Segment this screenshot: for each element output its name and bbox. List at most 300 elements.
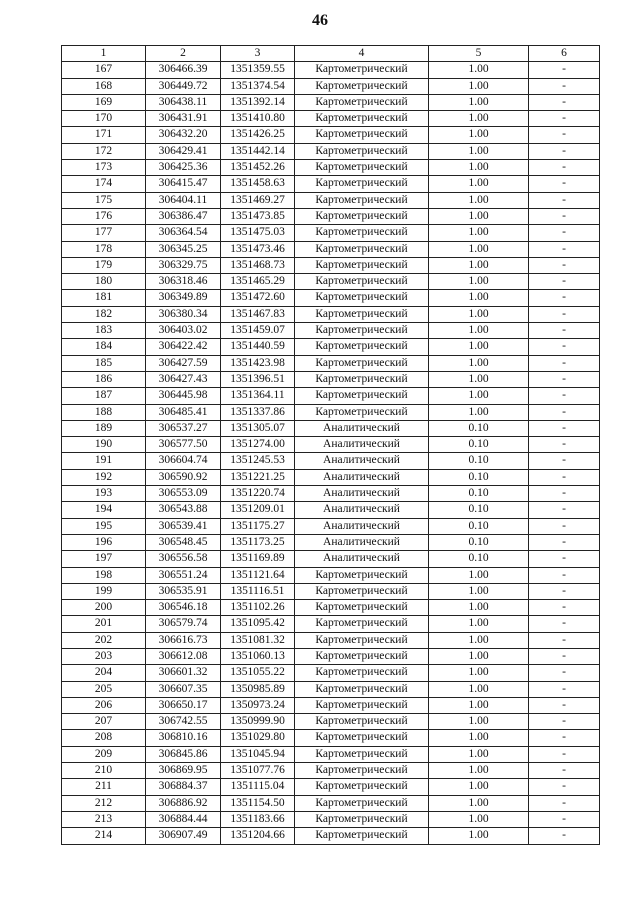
table-cell: 172 [62, 143, 146, 159]
table-row [62, 127, 600, 143]
table-row [62, 176, 600, 192]
header-cell: 6 [529, 46, 600, 62]
table-row [62, 486, 600, 502]
table-cell: - [529, 323, 600, 339]
table-cell: 1.00 [429, 388, 529, 404]
table-cell: 208 [62, 730, 146, 746]
table-cell: 306579.74 [146, 616, 221, 632]
table-cell: 1351221.25 [221, 469, 295, 485]
table-cell: Картометрический [295, 665, 429, 681]
table-cell: 306577.50 [146, 437, 221, 453]
table-cell: Картометрический [295, 78, 429, 94]
table-cell: Аналитический [295, 534, 429, 550]
table-cell: 1351305.07 [221, 420, 295, 436]
table-cell: 306386.47 [146, 208, 221, 224]
table-row [62, 225, 600, 241]
table-cell: 1351396.51 [221, 371, 295, 387]
table-cell: 306556.58 [146, 551, 221, 567]
table-cell: 1351465.29 [221, 274, 295, 290]
table-row [62, 371, 600, 387]
table-cell: 306884.37 [146, 779, 221, 795]
table-cell: 306869.95 [146, 763, 221, 779]
table-cell: 306551.24 [146, 567, 221, 583]
table-cell: 178 [62, 241, 146, 257]
table-body [62, 62, 600, 844]
table-cell: 306422.42 [146, 339, 221, 355]
table-row [62, 274, 600, 290]
table-cell: 175 [62, 192, 146, 208]
table-row [62, 241, 600, 257]
table-cell: 0.10 [429, 502, 529, 518]
table-cell: 306427.59 [146, 355, 221, 371]
table-cell: 1.00 [429, 290, 529, 306]
table-cell: 306485.41 [146, 404, 221, 420]
table-cell: - [529, 111, 600, 127]
table-cell: Картометрический [295, 811, 429, 827]
table-cell: Картометрический [295, 62, 429, 78]
table-cell: 207 [62, 714, 146, 730]
table-cell: 1.00 [429, 78, 529, 94]
table-cell: 1351364.11 [221, 388, 295, 404]
table-cell: 1351458.63 [221, 176, 295, 192]
table-cell: 306650.17 [146, 697, 221, 713]
table-cell: Картометрический [295, 583, 429, 599]
coordinates-table [61, 45, 600, 845]
table-header-row [62, 46, 600, 62]
table-cell: - [529, 665, 600, 681]
table-cell: 1351116.51 [221, 583, 295, 599]
table-cell: 306445.98 [146, 388, 221, 404]
table-row [62, 779, 600, 795]
table-cell: - [529, 616, 600, 632]
table-cell: 0.10 [429, 453, 529, 469]
table-row [62, 94, 600, 110]
table-cell: 1351475.03 [221, 225, 295, 241]
table-cell: 1351467.83 [221, 306, 295, 322]
table-cell: - [529, 453, 600, 469]
table-row [62, 404, 600, 420]
table-cell: 306404.11 [146, 192, 221, 208]
table-cell: 169 [62, 94, 146, 110]
table-cell: 306539.41 [146, 518, 221, 534]
table-cell: Картометрический [295, 241, 429, 257]
table-cell: - [529, 62, 600, 78]
table-row [62, 567, 600, 583]
table-cell: 1.00 [429, 567, 529, 583]
table-cell: 174 [62, 176, 146, 192]
table-cell: - [529, 306, 600, 322]
table-row [62, 111, 600, 127]
table-cell: 205 [62, 681, 146, 697]
table-cell: 184 [62, 339, 146, 355]
table-row [62, 730, 600, 746]
table-cell: - [529, 339, 600, 355]
table-cell: 200 [62, 600, 146, 616]
table-cell: 196 [62, 534, 146, 550]
table-cell: - [529, 176, 600, 192]
table-cell: 306449.72 [146, 78, 221, 94]
table-cell: 1351115.04 [221, 779, 295, 795]
table-cell: Картометрический [295, 257, 429, 273]
table-cell: 1351459.07 [221, 323, 295, 339]
table-row [62, 355, 600, 371]
table-cell: 171 [62, 127, 146, 143]
table-cell: Картометрический [295, 274, 429, 290]
table-cell: - [529, 78, 600, 94]
table-cell: - [529, 404, 600, 420]
table-cell: 1.00 [429, 143, 529, 159]
table-row [62, 143, 600, 159]
table-cell: 1351473.46 [221, 241, 295, 257]
table-cell: 1351095.42 [221, 616, 295, 632]
table-cell: 1351423.98 [221, 355, 295, 371]
table-cell: Аналитический [295, 518, 429, 534]
table-row [62, 290, 600, 306]
table-cell: 197 [62, 551, 146, 567]
table-cell: 0.10 [429, 534, 529, 550]
table-cell: 173 [62, 160, 146, 176]
table-cell: 1351469.27 [221, 192, 295, 208]
table-cell: 306345.25 [146, 241, 221, 257]
table-cell: 306612.08 [146, 648, 221, 664]
table-cell: 1350999.90 [221, 714, 295, 730]
table-cell: 1351410.80 [221, 111, 295, 127]
table-row [62, 257, 600, 273]
table-cell: 306884.44 [146, 811, 221, 827]
table-cell: - [529, 746, 600, 762]
table-cell: 1351392.14 [221, 94, 295, 110]
table-cell: 1.00 [429, 192, 529, 208]
table-cell: - [529, 632, 600, 648]
table-cell: 201 [62, 616, 146, 632]
table-cell: 1.00 [429, 62, 529, 78]
page-number: 46 [312, 12, 328, 29]
table-cell: - [529, 469, 600, 485]
table-cell: 1.00 [429, 127, 529, 143]
table-cell: Картометрический [295, 779, 429, 795]
table-cell: 1.00 [429, 371, 529, 387]
table-cell: 1351081.32 [221, 632, 295, 648]
table-cell: 1.00 [429, 323, 529, 339]
table-cell: 306537.27 [146, 420, 221, 436]
table-cell: 306535.91 [146, 583, 221, 599]
table-cell: Картометрический [295, 600, 429, 616]
table-cell: 188 [62, 404, 146, 420]
table-cell: 1351121.64 [221, 567, 295, 583]
table-cell: - [529, 257, 600, 273]
table-cell: 306466.39 [146, 62, 221, 78]
table-cell: 1.00 [429, 681, 529, 697]
table-cell: 1.00 [429, 665, 529, 681]
table-cell: 306380.34 [146, 306, 221, 322]
table-cell: 1.00 [429, 208, 529, 224]
table-row [62, 583, 600, 599]
table-cell: 1.00 [429, 811, 529, 827]
table-cell: 167 [62, 62, 146, 78]
table-cell: 1.00 [429, 730, 529, 746]
table-cell: 1351440.59 [221, 339, 295, 355]
table-cell: - [529, 208, 600, 224]
table-row [62, 160, 600, 176]
table-row [62, 632, 600, 648]
table-cell: 1351029.80 [221, 730, 295, 746]
table-cell: Картометрический [295, 371, 429, 387]
table-cell: 191 [62, 453, 146, 469]
table-row [62, 648, 600, 664]
table-cell: 1.00 [429, 160, 529, 176]
table-cell: - [529, 127, 600, 143]
table-cell: 1.00 [429, 176, 529, 192]
table-cell: Картометрический [295, 127, 429, 143]
table-cell: 306403.02 [146, 323, 221, 339]
table-cell: Картометрический [295, 306, 429, 322]
table-cell: 182 [62, 306, 146, 322]
table-row [62, 828, 600, 844]
header-cell: 2 [146, 46, 221, 62]
table-row [62, 420, 600, 436]
table-cell: - [529, 681, 600, 697]
table-cell: 186 [62, 371, 146, 387]
table-cell: - [529, 714, 600, 730]
table-cell: - [529, 518, 600, 534]
table-cell: 1351060.13 [221, 648, 295, 664]
table-cell: 1351442.14 [221, 143, 295, 159]
table-row [62, 192, 600, 208]
table-row [62, 78, 600, 94]
table-cell: - [529, 779, 600, 795]
table-cell: 1.00 [429, 225, 529, 241]
table-cell: Картометрический [295, 323, 429, 339]
table-cell: 1351045.94 [221, 746, 295, 762]
table-cell: 206 [62, 697, 146, 713]
table-cell: Картометрический [295, 192, 429, 208]
table-cell: 198 [62, 567, 146, 583]
table-cell: 0.10 [429, 518, 529, 534]
table-cell: 176 [62, 208, 146, 224]
table-cell: Картометрический [295, 714, 429, 730]
table-row [62, 518, 600, 534]
table-cell: Картометрический [295, 388, 429, 404]
table-cell: 1350973.24 [221, 697, 295, 713]
table-cell: - [529, 730, 600, 746]
table-cell: - [529, 811, 600, 827]
table-cell: Аналитический [295, 502, 429, 518]
table-cell: - [529, 371, 600, 387]
table-cell: 306415.47 [146, 176, 221, 192]
table-cell: Картометрический [295, 828, 429, 844]
table-cell: 1351204.66 [221, 828, 295, 844]
table-cell: 306548.45 [146, 534, 221, 550]
table-cell: 214 [62, 828, 146, 844]
table-cell: 1351220.74 [221, 486, 295, 502]
table-row [62, 665, 600, 681]
table-cell: 177 [62, 225, 146, 241]
table-cell: 1351274.00 [221, 437, 295, 453]
table-cell: - [529, 648, 600, 664]
table-cell: 306604.74 [146, 453, 221, 469]
table-cell: 306601.32 [146, 665, 221, 681]
table-cell: 306329.75 [146, 257, 221, 273]
table-cell: 1351183.66 [221, 811, 295, 827]
table-cell: 1351169.89 [221, 551, 295, 567]
table-cell: Картометрический [295, 632, 429, 648]
table-cell: Картометрический [295, 404, 429, 420]
table-row [62, 62, 600, 78]
table-row [62, 763, 600, 779]
table-cell: 1.00 [429, 763, 529, 779]
table-cell: 180 [62, 274, 146, 290]
table-cell: 1.00 [429, 714, 529, 730]
table-row [62, 600, 600, 616]
table-row [62, 811, 600, 827]
table-row [62, 388, 600, 404]
table-cell: 0.10 [429, 420, 529, 436]
table-cell: - [529, 388, 600, 404]
table-cell: 1351452.26 [221, 160, 295, 176]
table-cell: 1.00 [429, 795, 529, 811]
table-cell: 203 [62, 648, 146, 664]
table-cell: Картометрический [295, 697, 429, 713]
table-cell: Картометрический [295, 290, 429, 306]
table-cell: 1351374.54 [221, 78, 295, 94]
table-cell: Аналитический [295, 551, 429, 567]
table-cell: 1.00 [429, 111, 529, 127]
table-cell: 181 [62, 290, 146, 306]
table-cell: Картометрический [295, 143, 429, 159]
header-cell: 5 [429, 46, 529, 62]
table-cell: Аналитический [295, 453, 429, 469]
table-cell: 199 [62, 583, 146, 599]
table-cell: 1351102.26 [221, 600, 295, 616]
header-cell: 3 [221, 46, 295, 62]
table-cell: Картометрический [295, 763, 429, 779]
table-cell: 210 [62, 763, 146, 779]
table-cell: 183 [62, 323, 146, 339]
table-cell: 187 [62, 388, 146, 404]
table-row [62, 502, 600, 518]
table-cell: 204 [62, 665, 146, 681]
table-row [62, 551, 600, 567]
table-cell: - [529, 534, 600, 550]
table-cell: Картометрический [295, 225, 429, 241]
table-row [62, 534, 600, 550]
table-cell: Аналитический [295, 437, 429, 453]
table-cell: 1351472.60 [221, 290, 295, 306]
table-cell: - [529, 290, 600, 306]
table-cell: 1351077.76 [221, 763, 295, 779]
table-cell: 1.00 [429, 583, 529, 599]
table-row [62, 208, 600, 224]
table-cell: 1.00 [429, 779, 529, 795]
table-cell: 1.00 [429, 746, 529, 762]
table-cell: 1351209.01 [221, 502, 295, 518]
table-cell: 1.00 [429, 648, 529, 664]
table-cell: 306590.92 [146, 469, 221, 485]
table-cell: 1351173.25 [221, 534, 295, 550]
table-cell: Картометрический [295, 176, 429, 192]
table-cell: 1.00 [429, 241, 529, 257]
table-cell: 306886.92 [146, 795, 221, 811]
table-cell: 190 [62, 437, 146, 453]
table-cell: - [529, 551, 600, 567]
table-cell: 0.10 [429, 486, 529, 502]
table-cell: Аналитический [295, 420, 429, 436]
table-cell: - [529, 486, 600, 502]
table-cell: 306543.88 [146, 502, 221, 518]
table-cell: 1.00 [429, 828, 529, 844]
table-row [62, 697, 600, 713]
table-cell: - [529, 241, 600, 257]
table-cell: 1351154.50 [221, 795, 295, 811]
table-cell: 168 [62, 78, 146, 94]
table-cell: - [529, 763, 600, 779]
table-row [62, 746, 600, 762]
table-cell: 1.00 [429, 274, 529, 290]
table-cell: Картометрический [295, 616, 429, 632]
table-cell: 1.00 [429, 94, 529, 110]
table-cell: 212 [62, 795, 146, 811]
table-cell: 1.00 [429, 257, 529, 273]
table-cell: 306438.11 [146, 94, 221, 110]
table-cell: 1351359.55 [221, 62, 295, 78]
table-cell: Картометрический [295, 339, 429, 355]
table-cell: 209 [62, 746, 146, 762]
table-cell: 306427.43 [146, 371, 221, 387]
table-cell: Картометрический [295, 648, 429, 664]
table-cell: - [529, 355, 600, 371]
table-cell: - [529, 192, 600, 208]
table-row [62, 714, 600, 730]
table-cell: 1.00 [429, 355, 529, 371]
table-row [62, 795, 600, 811]
table-cell: - [529, 160, 600, 176]
table-cell: 1.00 [429, 616, 529, 632]
table-row [62, 306, 600, 322]
table-cell: 202 [62, 632, 146, 648]
table-cell: 1.00 [429, 306, 529, 322]
header-cell: 1 [62, 46, 146, 62]
table-cell: 1351175.27 [221, 518, 295, 534]
table-cell: 306553.09 [146, 486, 221, 502]
table-cell: 306349.89 [146, 290, 221, 306]
table-cell: 170 [62, 111, 146, 127]
table-cell: - [529, 567, 600, 583]
table-cell: 179 [62, 257, 146, 273]
table-cell: Картометрический [295, 160, 429, 176]
table-cell: 1351055.22 [221, 665, 295, 681]
table-cell: 306432.20 [146, 127, 221, 143]
table-cell: 1351468.73 [221, 257, 295, 273]
table-cell: 0.10 [429, 437, 529, 453]
table-cell: 192 [62, 469, 146, 485]
table-cell: 1.00 [429, 697, 529, 713]
table-cell: - [529, 274, 600, 290]
table-cell: 1350985.89 [221, 681, 295, 697]
table-cell: 306364.54 [146, 225, 221, 241]
table-cell: - [529, 600, 600, 616]
table-cell: Картометрический [295, 746, 429, 762]
table-cell: 306546.18 [146, 600, 221, 616]
table-cell: 306845.86 [146, 746, 221, 762]
table-cell: - [529, 437, 600, 453]
table-cell: Картометрический [295, 208, 429, 224]
table-cell: 1351245.53 [221, 453, 295, 469]
table-cell: 306810.16 [146, 730, 221, 746]
table-row [62, 469, 600, 485]
table-cell: Картометрический [295, 567, 429, 583]
table-cell: 0.10 [429, 551, 529, 567]
table-cell: 306431.91 [146, 111, 221, 127]
